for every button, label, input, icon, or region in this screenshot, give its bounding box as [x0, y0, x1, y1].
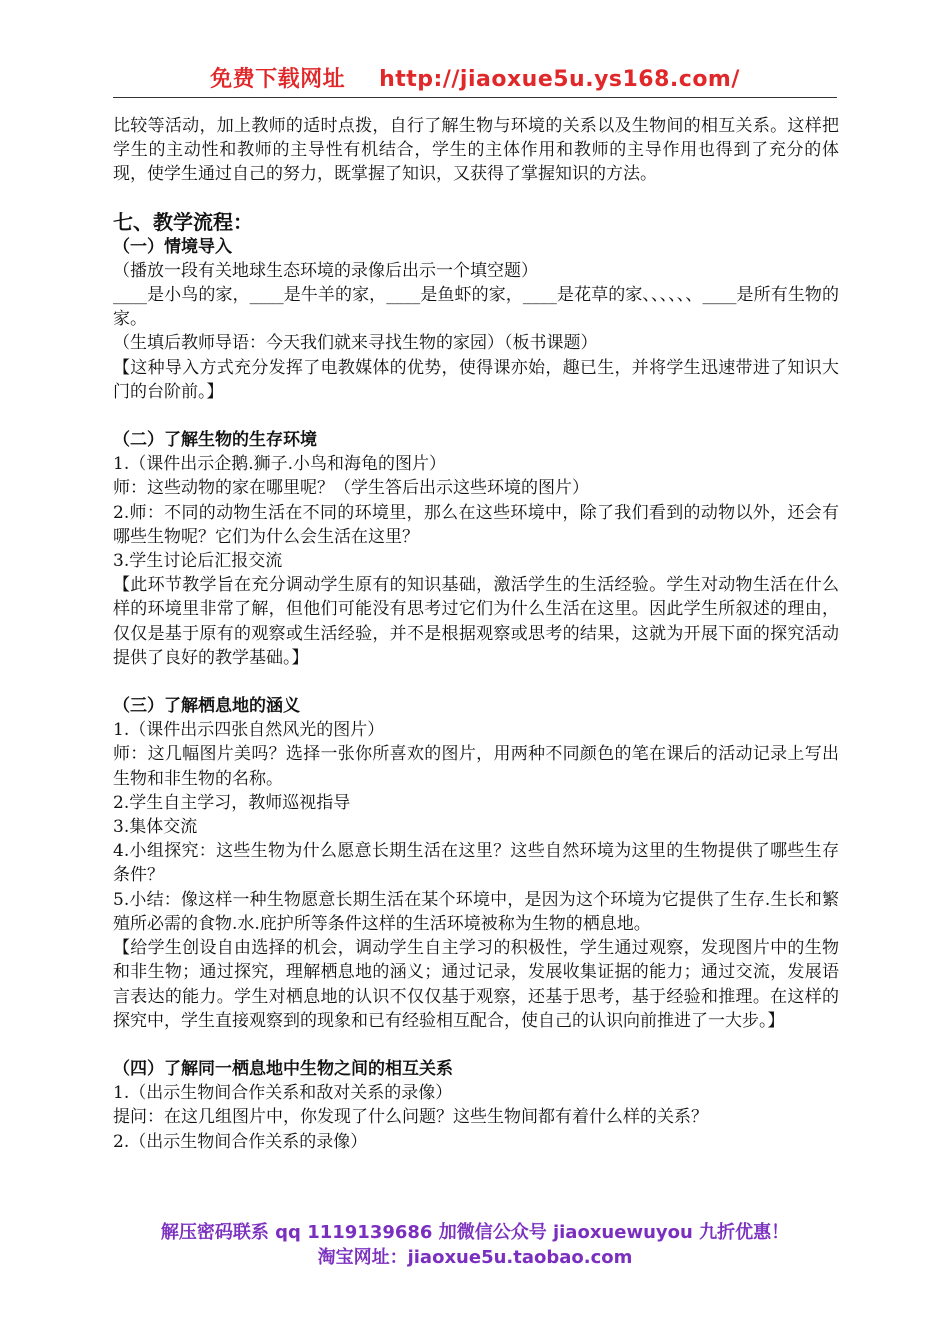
body-paragraph: 【给学生创设自由选择的机会，调动学生自主学习的积极性，学生通过观察，发现图片中的生物和非生物；通过探究，理解栖息地的涵义；通过记录，发展收集证据的能力；通过交流，发展语言表达的能力。学生对栖息地的认识不仅仅基于观察，还基于思考，基于经验和推理。在这样的探究中，学生直接观察到的现象和已有经验相互配合，使自己的认识向前推进了一大步。】 — [113, 938, 839, 1031]
body-paragraph: 3.集体交流 — [113, 817, 198, 838]
footer-contact: 解压密码联系 qq 1119139686 加微信公众号 jiaoxuewuyou 九折优惠！ — [160, 1222, 790, 1243]
footer-shop-url[interactable]: 淘宝网址：jiaoxue5u.taobao.com — [317, 1247, 633, 1268]
body-paragraph: 师：这几幅图片美吗？选择一张你所喜欢的图片，用两种不同颜色的笔在课后的活动记录上写出生物和非生物的名称。 — [113, 744, 839, 789]
body-paragraph: 比较等活动，加上教师的适时点拨，自行了解生物与环境的关系以及生物间的相互关系。这样把学生的主动性和教师的主导性有机结合，学生的主体作用和教师的主导作用也得到了充分的体现，使学生通过自己的努力，既掌握了知识，又获得了掌握知识的方法。 — [113, 116, 839, 185]
paragraph-spacer — [113, 404, 839, 428]
body-paragraph: 2.师：不同的动物生活在不同的环境里，那么在这些环境中，除了我们看到的动物以外，还会有哪些生物呢？它们为什么会生活在这里？ — [113, 502, 839, 547]
body-paragraph: 4.小组探究：这些生物为什么愿意长期生活在这里？这些自然环境为这里的生物提供了哪些生存条件？ — [113, 841, 839, 886]
body-paragraph: ____是小鸟的家，____是牛羊的家，____是鱼虾的家，____是花草的家、、、、、、____是所有生物的家。 — [113, 285, 839, 330]
body-paragraph: （生填后教师导语：今天我们就来寻找生物的家园）（板书课题） — [113, 333, 598, 354]
body-paragraph: 1.（课件出示企鹅.狮子.小鸟和海龟的图片） — [113, 454, 447, 475]
header-divider — [113, 97, 837, 98]
body-paragraph: 2.学生自主学习，教师巡视指导 — [113, 792, 351, 813]
header-site-label: 免费下载网址 — [210, 67, 346, 92]
body-paragraph: 提问：在这几组图片中，你发现了什么问题？这些生物间都有着什么样的关系？ — [113, 1107, 708, 1128]
document-body — [113, 114, 839, 1154]
body-paragraph: 1.（课件出示四张自然风光的图片） — [113, 720, 385, 741]
body-paragraph: 【这种导入方式充分发挥了电教媒体的优势，使得课亦始，趣已生，并将学生迅速带进了知识大门的台阶前。】 — [113, 357, 839, 402]
body-paragraph: 【此环节教学旨在充分调动学生原有的知识基础，激活学生的生活经验。学生对动物生活在什么样的环境里非常了解，但他们可能没有思考过它们为什么生活在这里。因此学生所叙述的理由，仅仅是基于原有的观察或生活经验，并不是根据观察或思考的结果，这就为开展下面的探究活动提供了良好的教学基础。】 — [113, 575, 839, 668]
header-url-link[interactable]: http://jiaoxue5u.ys168.com/ — [379, 67, 740, 92]
body-paragraph: 1.（出示生物间合作关系和敌对关系的录像） — [113, 1083, 453, 1104]
body-paragraph: 5.小结：像这样一种生物愿意长期生活在某个环境中，是因为这个环境为它提供了生存.生长和繁殖所必需的食物.水.庇护所等条件这样的生活环境被称为生物的栖息地。 — [113, 889, 839, 934]
body-paragraph: （播放一段有关地球生态环境的录像后出示一个填空题） — [113, 260, 538, 281]
body-paragraph: 师：这些动物的家在哪里呢？（学生答后出示这些环境的图片） — [113, 478, 589, 499]
paragraph-spacer — [113, 1033, 839, 1057]
subsection-heading: （一）情境导入 — [113, 236, 232, 257]
subsection-heading: （四）了解同一栖息地中生物之间的相互关系 — [113, 1058, 453, 1079]
page-header — [0, 62, 950, 93]
body-paragraph: 3.学生讨论后汇报交流 — [113, 551, 283, 572]
section-heading: 七、教学流程： — [113, 209, 253, 234]
paragraph-spacer — [113, 670, 839, 694]
subsection-heading: （二）了解生物的生存环境 — [113, 430, 317, 451]
body-paragraph: 2.（出示生物间合作关系的录像） — [113, 1131, 368, 1152]
subsection-heading: （三）了解栖息地的涵义 — [113, 696, 300, 717]
